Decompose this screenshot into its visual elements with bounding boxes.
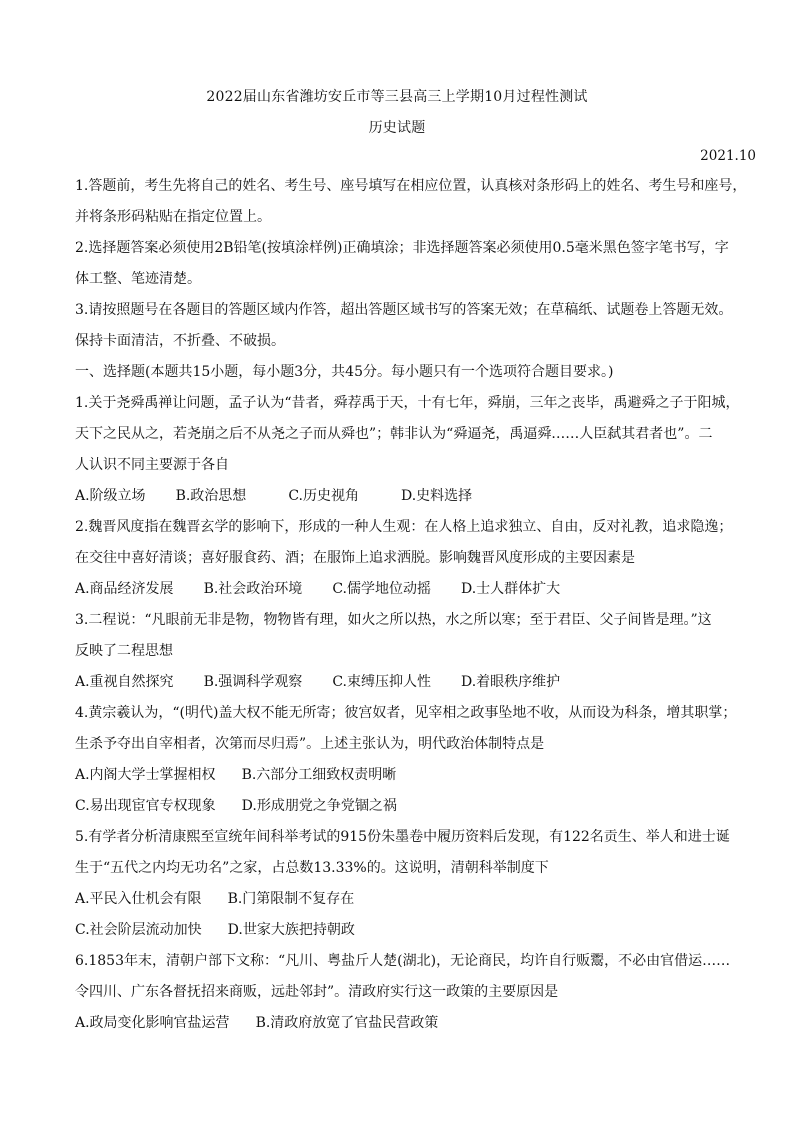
option-c[interactable]: C.儒学地位动摇 bbox=[332, 581, 431, 597]
question-5-options-row-2 bbox=[75, 915, 723, 946]
question-6-stem: 6.1853年末，清朝户部下文称：“凡川、粤盐斤人楚(湖北)，无论商民，均许自行贩鬻，不必由官借运…… 令四川、广东各督抚招来商贩，远赴邻封”。清政府实行这一政策的主要原因是 bbox=[75, 953, 731, 1000]
option-a[interactable]: A.阶级立场 bbox=[75, 488, 146, 504]
option-d[interactable]: D.形成朋党之争党锢之祸 bbox=[241, 798, 397, 814]
instruction-1: 1.答题前，考生先将自己的姓名、考生号、座号填写在相应位置，认真核对条形码上的姓名、考生号和座号， 并将条形码粘贴在指定位置上。 bbox=[75, 178, 747, 225]
option-a[interactable]: A.商品经济发展 bbox=[75, 581, 174, 597]
option-b[interactable]: B.清政府放宽了官盐民营政策 bbox=[255, 1015, 439, 1031]
option-b[interactable]: B.政治思想 bbox=[175, 488, 247, 504]
question-6-options-row-1 bbox=[75, 1008, 723, 1039]
option-a[interactable]: A.内阁大学士掌握相权 bbox=[75, 767, 216, 783]
option-b[interactable]: B.门第限制不复存在 bbox=[227, 891, 355, 907]
option-c[interactable]: C.历史视角 bbox=[288, 488, 359, 504]
question-2-stem: 2.魏晋风度指在魏晋玄学的影响下，形成的一种人生观：在人格上追求独立、自由，反对礼教，追求隐逸； 在交往中喜好清谈；喜好服食药、酒；在服饰上追求洒脱。影响魏晋风度形成的主要因素是 bbox=[75, 519, 733, 566]
question-5-stem: 5.有学者分析清康熙至宣统年间科举考试的915份朱墨卷中履历资料后发现，有122名贡生、举人和进士诞 生于“五代之内均无功名”之家，占总数13.33%的。这说明，清朝科举制度下 bbox=[75, 829, 730, 876]
question-3-stem: 3.二程说：“凡眼前无非是物，物物皆有理，如火之所以热，水之所以寒；至于君臣、父子间皆是理。”这 反映了二程思想 bbox=[75, 612, 712, 659]
option-b[interactable]: B.社会政治环境 bbox=[203, 581, 303, 597]
question-4-options-row-2 bbox=[75, 791, 723, 822]
question-4-stem: 4.黄宗羲认为，“(明代)盖大权不能无所寄；彼宫奴者，见宰相之政事坠地不收，从而设为科条，增其职掌； 生杀予夺出自宰相者，次第而尽归焉”。上述主张认为，明代政治体制特点是 bbox=[75, 705, 737, 752]
option-a[interactable]: A.平民入仕机会有限 bbox=[75, 891, 202, 907]
option-c[interactable]: C.易出现宦官专权现象 bbox=[75, 798, 216, 814]
question-2-options bbox=[75, 574, 723, 605]
section-heading: 一、选择题(本题共15小题，每小题3分，共45分。每小题只有一个选项符合题目要求。) bbox=[75, 364, 614, 380]
option-d[interactable]: D.士人群体扩大 bbox=[460, 581, 561, 597]
question-5-options-row-1 bbox=[75, 884, 723, 915]
option-d[interactable]: D.史料选择 bbox=[400, 488, 473, 504]
instruction-2: 2.选择题答案必须使用2B铅笔(按填涂样例)正确填涂；非选择题答案必须使用0.5毫米黑色签字笔书写，字 体工整、笔迹清楚。 bbox=[75, 240, 729, 287]
option-d[interactable]: D.世家大族把持朝政 bbox=[227, 922, 355, 938]
instruction-3: 3.请按照题号在各题目的答题区域内作答，超出答题区域书写的答案无效；在草稿纸、试题卷上答题无效。 保持卡面清洁，不折叠、不破损。 bbox=[75, 302, 733, 349]
option-d[interactable]: D.着眼秩序维护 bbox=[460, 674, 561, 690]
question-4-options-row-1 bbox=[75, 760, 723, 791]
option-b[interactable]: B.六部分工细致权责明晰 bbox=[241, 767, 397, 783]
exam-date: 2021.10 bbox=[700, 148, 756, 164]
option-b[interactable]: B.强调科学观察 bbox=[203, 674, 303, 690]
exam-title: 2022届山东省潍坊安丘市等三县高三上学期10月过程性测试 bbox=[206, 89, 588, 105]
option-c[interactable]: C.社会阶层流动加快 bbox=[75, 922, 202, 938]
option-a[interactable]: A.政局变化影响官盐运营 bbox=[75, 1015, 230, 1031]
question-1-stem: 1.关于尧舜禹禅让问题，孟子认为“昔者，舜荐禹于天，十有七年，舜崩，三年之丧毕，禹避舜之子于阳城， 天下之民从之，若尧崩之后不从尧之子而从舜也”；韩非认为“舜逼尧，禹逼舜……人臣弑其君者也”。二 人认识不同主要源于各自 bbox=[75, 395, 740, 473]
option-c[interactable]: C.束缚压抑人性 bbox=[332, 674, 431, 690]
question-1-options bbox=[75, 481, 723, 512]
option-a[interactable]: A.重视自然探究 bbox=[75, 674, 174, 690]
exam-subtitle: 历史试题 bbox=[368, 120, 426, 136]
question-3-options bbox=[75, 667, 723, 698]
